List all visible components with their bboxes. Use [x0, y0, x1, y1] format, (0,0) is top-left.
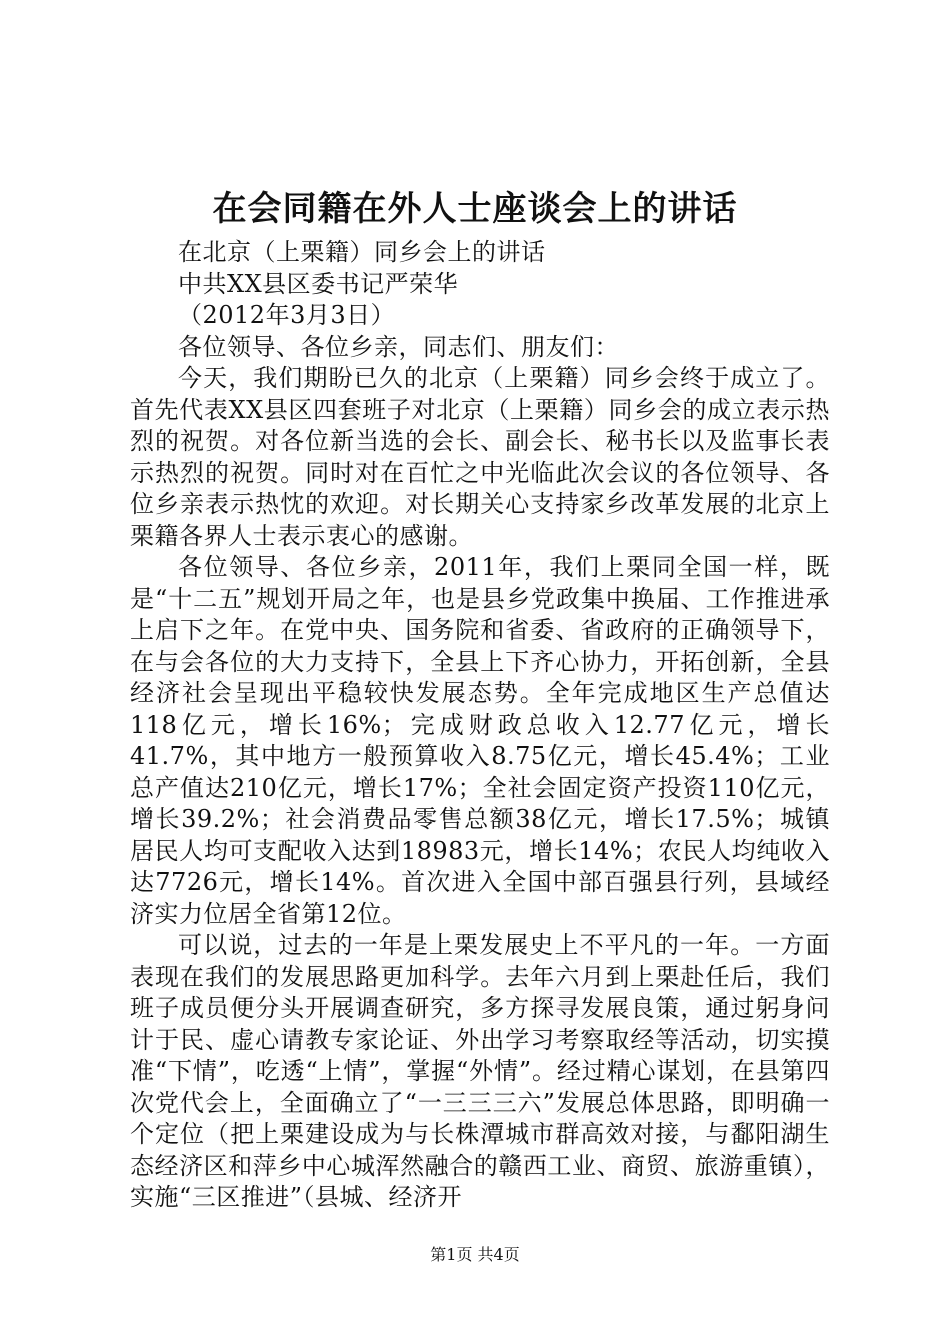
document-body [130, 237, 830, 1214]
paragraph: 各位领导、各位乡亲，2011年，我们上栗同全国一样，既是“十二五”规划开局之年，也是县乡党政集中换届、工作推进承上启下之年。在党中央、国务院和省委、省政府的正确领导下，在与会各位的大力支持下，全县上下齐心协力，开拓创新，全县经济社会呈现出平稳较快发展态势。全年完成地区生产总值达118亿元，增长16%；完成财政总收入12.77亿元，增长41.7%，其中地方一般预算收入8.75亿元，增长45.4%；工业总产值达210亿元，增长17%；全社会固定资产投资110亿元，增长39.2%；社会消费品零售总额38亿元，增长17.5%；城镇居民人均可支配收入达到18983元，增长14%；农民人均纯收入达7726元，增长14%。首次进入全国中部百强县行列，县域经济实力位居全省第12位。 [130, 553, 830, 928]
speech-date: （2012年3月3日） [178, 301, 396, 329]
speaker-line: 中共XX县区委书记严荣华 [178, 269, 459, 298]
speech-subtitle: 在北京（上栗籍）同乡会上的讲话 [178, 238, 546, 266]
paragraph: 可以说，过去的一年是上栗发展史上不平凡的一年。一方面表现在我们的发展思路更加科学。去年六月到上栗赴任后，我们班子成员便分头开展调查研究，多方探寻发展良策，通过躬身问计于民、虚心请教专家论证、外出学习考察取经等活动，切实摸准“下情”，吃透“上情”，掌握“外情”。经过精心谋划，在县第四次党代会上，全面确立了“一三三三六”发展总体思路，即明确一个定位（把上栗建设成为与长株潭城市群高效对接，与鄱阳湖生态经济区和萍乡中心城浑然融合的赣西工业、商贸、旅游重镇），实施“三区推进”（县城、经济开 [130, 931, 830, 1211]
paragraph: 今天，我们期盼已久的北京（上栗籍）同乡会终于成立了。首先代表XX县区四套班子对北京（上栗籍）同乡会的成立表示热烈的祝贺。对各位新当选的会长、副会长、秘书长以及监事长表示热烈的祝贺。同时对在百忙之中光临此次会议的各位领导、各位乡亲表示热忱的欢迎。对长期关心支持家乡改革发展的北京上栗籍各界人士表示衷心的感谢。 [130, 364, 830, 550]
page-footer: 第1页 共4页 [430, 1245, 520, 1264]
document-title: 在会同籍在外人士座谈会上的讲话 [212, 189, 738, 229]
salutation: 各位领导、各位乡亲，同志们、朋友们： [178, 332, 619, 361]
